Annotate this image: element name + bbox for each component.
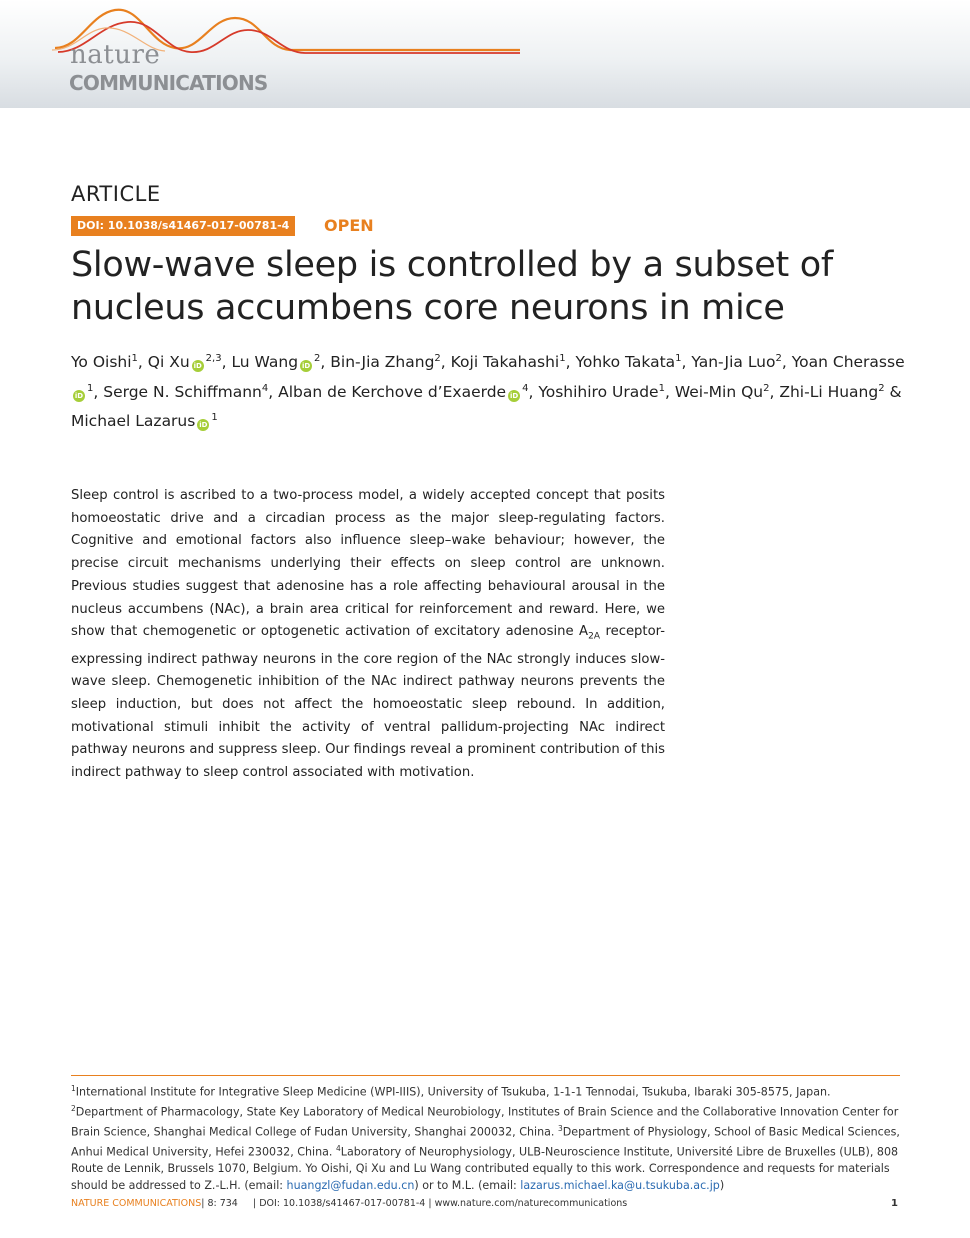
logo-nature-text: nature: [70, 40, 161, 70]
affiliation-marker: 4: [261, 382, 269, 394]
author-name: Lu Wang: [231, 353, 299, 372]
author-name: Yoan Cherasse: [791, 353, 905, 372]
affiliation-marker: 2: [314, 353, 321, 364]
author-name: Yoshihiro Urade: [538, 382, 659, 401]
abstract: [71, 485, 665, 785]
author-name: Zhi-Li Huang: [779, 382, 879, 401]
orcid-icon[interactable]: iD: [301, 362, 311, 371]
page-footer: [71, 1198, 900, 1209]
author[interactable]: [575, 353, 681, 371]
author-name: Michael Lazarus: [71, 412, 196, 431]
affiliation: Department of Physiology, School of Basic Medical Sciences, Anhui Medical University, Hefei 230032, China.: [71, 1125, 900, 1159]
author[interactable]: [538, 383, 665, 401]
affiliation-marker: 1: [675, 353, 682, 364]
email-link[interactable]: lazarus.michael.ka@u.tsukuba.ac.jp: [520, 1178, 720, 1192]
author-list: Yo Oishi$^1$, Qi Xu iD$^{2,3}$, Lu Wang $iD^2$, Bin-Jia Zhang$^2$, Koji Takahashi$^1$, Yohko Takata$^1$, Yan-Jia Luo$^2$, Yoan CherasseiD$^1$, Serge N. Schiffmann$^4$, Alban de Kerchove d’Exaerde $iD^4$, Yoshihiro Urade$^1$, Wei-Min Qu$^2$, Zhi-Li Huang$^2$ & Michael Lazarus $iD^1$: [71, 353, 905, 431]
footnote-marker: 4: [336, 1144, 341, 1154]
affiliations-footnotes: [71, 1081, 900, 1194]
logo-communications-text: COMMUNICATIONS: [69, 71, 268, 95]
author-name: Qi Xu: [147, 353, 190, 372]
author[interactable]: [231, 353, 320, 371]
author-name: Bin-Jia Zhang: [330, 353, 435, 372]
footer-journal: NATURE COMMUNICATIONS: [71, 1198, 202, 1209]
email-link[interactable]: huangzl@fudan.edu.cn: [286, 1178, 415, 1192]
author-name: Alban de Kerchove d’Exaerde: [278, 382, 507, 401]
footnote-marker: 2: [71, 1104, 76, 1114]
article-title: Slow-wave sleep is controlled by a subset of nucleus accumbens core neurons in mice: [71, 245, 833, 328]
author-name: Serge N. Schiffmann: [103, 382, 262, 401]
abstract-subscript: 2A: [588, 631, 600, 642]
author[interactable]: [103, 383, 268, 401]
article-type: ARTICLE: [71, 182, 161, 206]
footnote-text: ) or to M.L. (email:: [414, 1178, 517, 1192]
affiliation-marker: 2: [763, 382, 770, 394]
author-name: Yan-Jia Luo: [691, 353, 776, 372]
author-name: Wei-Min Qu: [674, 382, 764, 401]
abstract-text: receptor-expressing indirect pathway neurons in the core region of the NAc strongly induces slow-wave sleep. Chemogenetic inhibition of the NAc indirect pathway neurons prevents the sleep induction, but does not affect the homoeostatic sleep rebound. In addition, motivational stimuli inhibit the activity of ventral pallidum-projecting NAc indirect pathway neurons and suppress sleep. Our findings reveal a prominent contribution of this indirect pathway to sleep control associated with motivation.: [71, 624, 666, 781]
affiliation-marker: 2,3: [205, 353, 222, 364]
footnote-marker: 3: [557, 1124, 563, 1134]
orcid-icon[interactable]: iD: [199, 421, 208, 430]
footer-doi: | DOI: 10.1038/s41467-017-00781-4 | www.nature.com/naturecommunications: [252, 1198, 628, 1209]
open-access-label: OPEN: [324, 216, 374, 235]
affiliation-marker: 1: [131, 353, 138, 364]
footnote-text: ): [719, 1178, 725, 1192]
author[interactable]: [148, 353, 222, 371]
orcid-icon[interactable]: iD: [193, 362, 202, 371]
affiliation-marker: 1: [658, 382, 665, 394]
author-name: Yo Oishi: [71, 353, 132, 372]
affiliation-marker: 1: [87, 382, 94, 394]
page-number: 1: [891, 1198, 898, 1209]
author[interactable]: [71, 353, 138, 371]
affiliation-marker: 4: [522, 382, 529, 394]
author[interactable]: [330, 353, 441, 371]
orcid-icon[interactable]: iD: [509, 391, 519, 400]
journal-header: [0, 0, 970, 108]
author[interactable]: [71, 412, 218, 430]
affiliation-marker: 1: [559, 353, 566, 364]
author[interactable]: [278, 383, 528, 401]
affiliation-marker: 1: [211, 412, 218, 424]
author[interactable]: [451, 353, 566, 371]
affiliation: International Institute for Integrative Sleep Medicine (WPI-IIIS), University of Tsukuba, 1-1-1 Tennodai, Tsukuba, Ibaraki 305-8575, Japan.: [75, 1085, 831, 1099]
abstract-text: Sleep control is ascribed to a two-process model, a widely accepted concept that posits homoeostatic drive and a circadian process as the major sleep-regulating factors. Cognitive and emotional factors also influence sleep–wake behaviour; however, the precise circuit mechanisms underlying their effects on sleep control are unknown. Previous studies suggest that adenosine has a role affecting behavioural arousal in the nucleus accumbens (NAc), a brain area critical for reinforcement and reward. Here, we show that chemogenetic or optogenetic activation of excitatory adenosine A: [71, 488, 665, 640]
affiliation: Department of Pharmacology, State Key Laboratory of Medical Neurobiology, Institutes of Brain Science and the Collaborative Innovation Center for Brain Science, Shanghai Medical College of Fudan University, Shanghai 200032, China.: [71, 1105, 899, 1139]
author-name: Koji Takahashi: [450, 353, 560, 372]
affiliation-marker: 2: [434, 353, 441, 364]
affiliation: Laboratory of Neurophysiology, ULB-Neuroscience Institute, Université Libre de Bruxelles (ULB), 808 Route de Lennik, Brussels 1070, Belgium. Yo Oishi, Qi Xu and Lu Wang contributed equally to this work. Correspondence and requests for materials should be addressed to Z.-L.H. (email:: [71, 1145, 899, 1192]
doi-badge[interactable]: DOI: 10.1038/s41467-017-00781-4: [71, 216, 295, 236]
author[interactable]: [779, 383, 884, 401]
affiliation-marker: 2: [775, 353, 782, 364]
author-name: Yohko Takata: [575, 353, 676, 372]
affiliation-marker: 2: [878, 382, 885, 394]
footnote-divider: [71, 1075, 900, 1076]
author[interactable]: [675, 383, 770, 401]
footer-volume: | 8: 734: [201, 1198, 238, 1209]
footnote-marker: 1: [71, 1084, 76, 1093]
orcid-icon[interactable]: iD: [74, 391, 84, 400]
author[interactable]: [691, 353, 781, 371]
